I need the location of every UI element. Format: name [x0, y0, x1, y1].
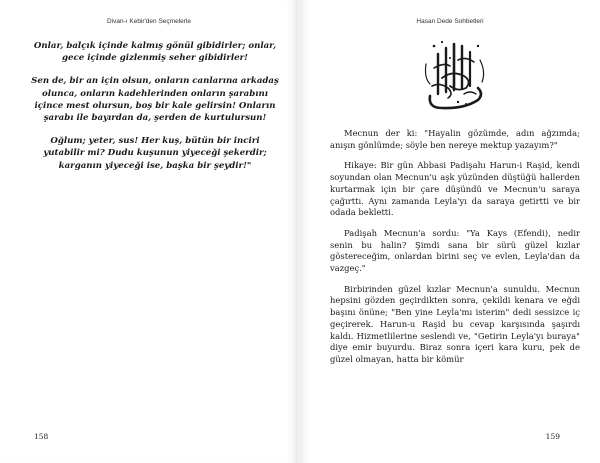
arabic-calligraphy-icon: [420, 34, 490, 114]
right-page-number: 159: [545, 432, 560, 441]
verse-stanza-3: Oğlum; yeter, sus! Her kuş, bütün bir inciri yutabilir mi? Dudu kuşunun yiyeceği şekerdir; karganın yiyeceği ise, başka bir şeydir!": [43, 136, 267, 171]
left-running-head: Divan-ı Kebir'den Seçmelerle: [107, 18, 191, 25]
left-page: [0, 0, 298, 463]
paragraph-2: Hikaye: Bir gün Abbasi Padişahı Harun-i Raşid, kendi soyundan olan Mecnun'u aşk yüzünden düştüğü hallerden kurtarmak için bir çare düşündü ve Mecnun'u saraya çağırttı. Aynı zamanda Leyla'yı da saraya getirtti ve bir odada bekletti.: [330, 160, 580, 218]
right-page: [300, 0, 600, 463]
paragraph-1: Mecnun der ki: "Hayalin gözümde, adın ağzımda; anışın gönlümde; söyle ben nereye mektup yazayım?": [330, 128, 580, 150]
paragraph-4: Birbirinden güzel kızlar Mecnun'a sunuldu. Mecnun hepsini gözden geçirdikten sonra, çekildi kenara ve eğdi başını önüne; "Ben yine Leyla'mı isterim" dedi sessizce iç geçirerek. Harun-u Raşid bu cevap karşısında şaşırdı kaldı. Hizmetlilerine seslendi ve, "Getirin Leyla'yı buraya" diye emir buyurdu. Biraz sonra içeri kara kuru, pek de güzel olmayan, hatta bir kömür: [330, 283, 580, 364]
verse-block: [30, 40, 280, 183]
verse-stanza-2: Sen de, bir an için olsun, onların canlarına arkadaş olunca, onların kadehlerinden onların şarabını içince mest olursun, boş bir kale gelirsin! Onların şarabı ile bayırdan da, şerden de kurtulursun!: [31, 76, 279, 124]
left-page-number: 158: [34, 432, 49, 441]
right-running-head: Hasan Dede Sohbetleri: [416, 18, 484, 25]
verse-stanza-1: Onlar, balçık içinde kalmış gönül gibidirler; onlar, gece içinde gizlenmiş seher gibidirler!: [33, 41, 277, 64]
paragraph-3: Padişah Mecnun'a sordu: "Ya Kays (Efendi), nedir senin bu halin? Şimdi sana bir sürü güzel kızlar göstereceğim, onlardan birini seç ve evlen, Leyla'dan da vazgeç.": [330, 227, 580, 274]
body-text: [330, 128, 580, 366]
